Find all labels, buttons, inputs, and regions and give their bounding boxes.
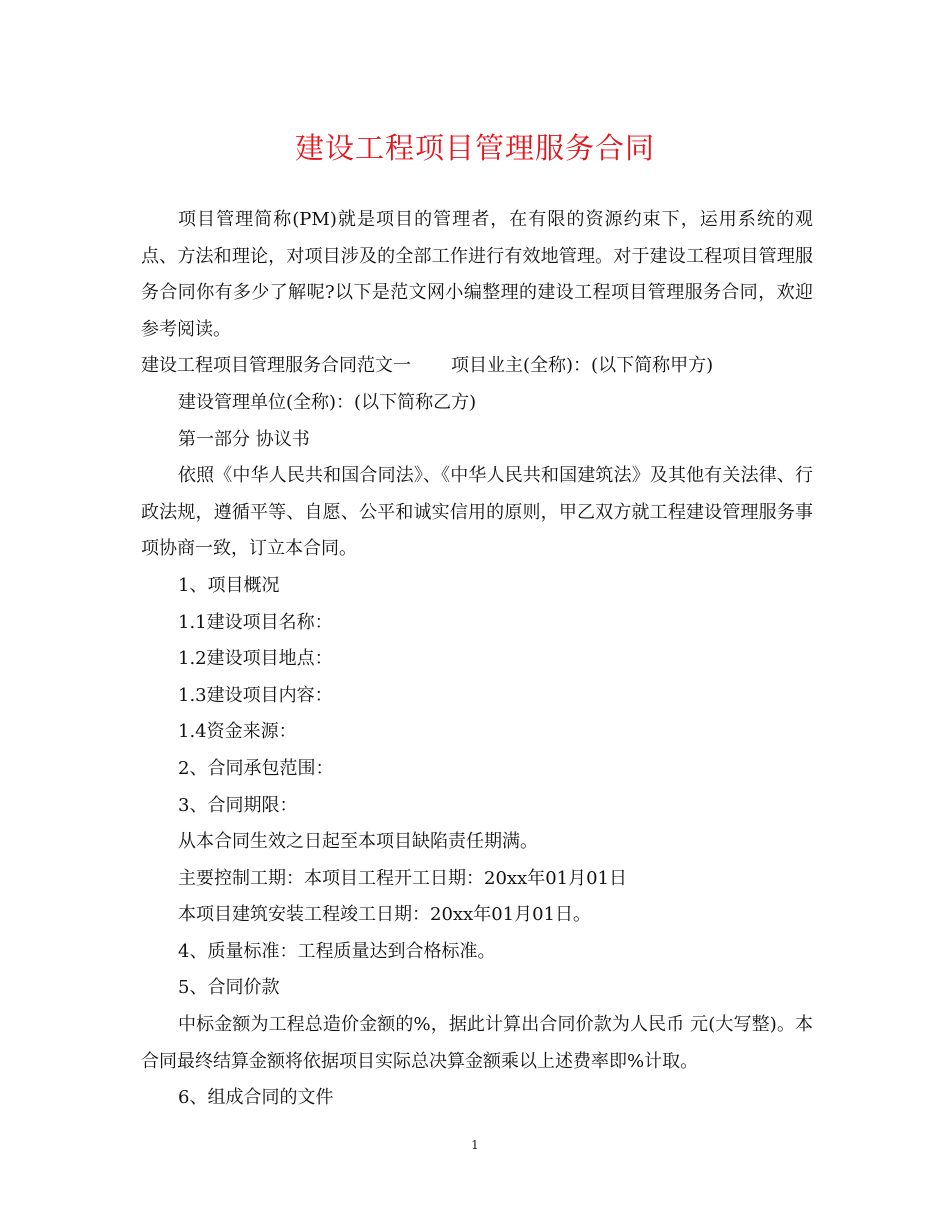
section-4-heading: 4、质量标准：工程质量达到合格标准。	[178, 940, 496, 962]
section-5-heading: 5、合同价款	[178, 977, 280, 999]
section-1-heading: 1、项目概况	[178, 574, 280, 596]
sample-heading-line	[141, 348, 813, 385]
section-3-heading: 3、合同期限：	[178, 794, 298, 816]
section-1-4: 1.4资金来源：	[178, 721, 297, 743]
section-5-text: 中标金额为工程总造价金额的%，据此计算出合同价款为人民币 元(大写整)。本合同最终结算金额将依据项目实际总决算金额乘以上述费率即%计取。	[141, 1014, 813, 1072]
section-6-heading: 6、组成合同的文件	[178, 1087, 334, 1109]
owner-line: 项目业主(全称)：(以下简称甲方)	[451, 355, 714, 377]
section-3-start-date: 主要控制工期：本项目工程开工日期：20xx年01月01日	[178, 867, 628, 889]
section-3-term: 从本合同生效之日起至本项目缺陷责任期满。	[178, 831, 538, 853]
sample-heading: 建设工程项目管理服务合同范文一	[141, 355, 411, 377]
manager-line: 建设管理单位(全称)：(以下简称乙方)	[178, 391, 477, 413]
document-body	[141, 202, 813, 1117]
intro-paragraph: 项目管理简称(PM)就是项目的管理者，在有限的资源约束下，运用系统的观点、方法和理论，对项目涉及的全部工作进行有效地管理。对于建设工程项目管理服务合同你有多少了解呢?以下是范文网小编整理的建设工程项目管理服务合同，欢迎参考阅读。	[141, 209, 813, 340]
section-3-end-date: 本项目建筑安装工程竣工日期：20xx年01月01日。	[178, 904, 592, 926]
section-1-3: 1.3建设项目内容：	[178, 684, 333, 706]
part-one-heading: 第一部分 协议书	[178, 428, 310, 450]
page-number: 1	[471, 1138, 479, 1152]
section-1-2: 1.2建设项目地点：	[178, 648, 333, 670]
basis-paragraph: 依照《中华人民共和国合同法》、《中华人民共和国建筑法》及其他有关法律、行政法规，遵循平等、自愿、公平和诚实信用的原则，甲乙双方就工程建设管理服务事项协商一致，订立本合同。	[141, 465, 813, 560]
document-title: 建设工程项目管理服务合同	[294, 131, 655, 165]
section-1-1: 1.1建设项目名称：	[178, 611, 333, 633]
section-2-heading: 2、合同承包范围：	[178, 757, 334, 779]
